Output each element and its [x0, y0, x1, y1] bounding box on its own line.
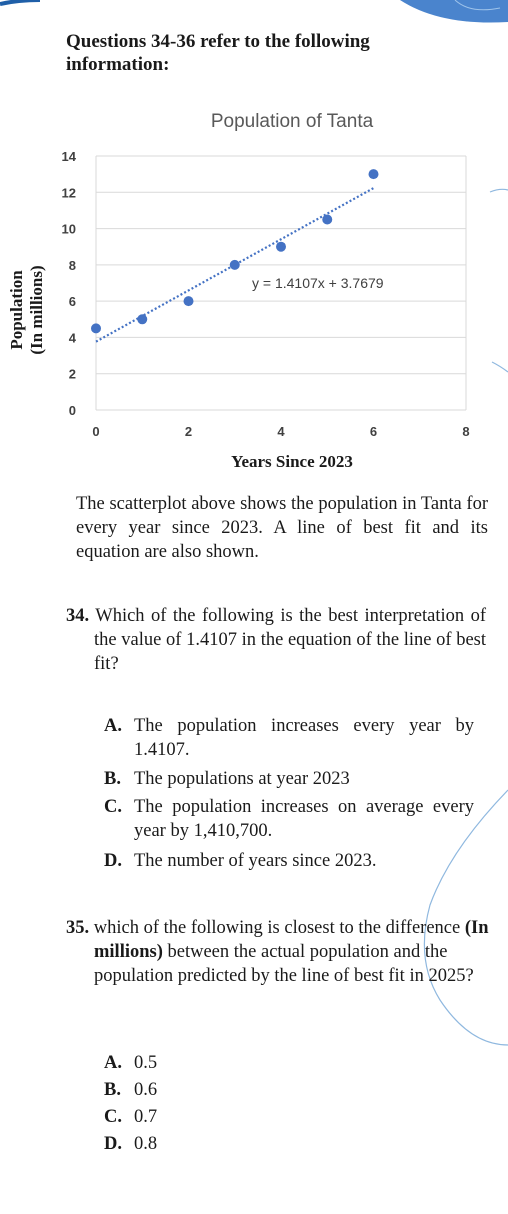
y-tick-label: 0: [68, 403, 76, 418]
y-axis-title-line1: Population: [7, 270, 26, 350]
y-tick-label: 8: [68, 257, 76, 273]
x-axis-ticks: [92, 424, 469, 439]
question-text-part1: which of the following is closest to the difference: [93, 918, 465, 938]
trendline-equation: y = 1.4107x + 3.7679: [252, 275, 384, 291]
option-34-b[interactable]: [104, 767, 474, 791]
y-tick-label: 14: [61, 149, 76, 164]
data-point: [230, 260, 240, 270]
data-points: [91, 169, 379, 333]
question-34: [66, 604, 486, 676]
option-text: 0.5: [134, 1053, 158, 1073]
y-axis-ticks: [62, 149, 77, 418]
option-34-a[interactable]: [104, 714, 474, 762]
option-35-d[interactable]: [104, 1132, 474, 1156]
option-letter: B.: [104, 1080, 121, 1100]
x-tick-label: 8: [462, 424, 470, 439]
option-text: 0.7: [134, 1107, 158, 1127]
option-letter: C.: [104, 797, 122, 817]
data-point: [184, 296, 194, 306]
option-letter: D.: [104, 1134, 122, 1154]
option-35-c[interactable]: [104, 1105, 474, 1129]
x-tick-label: 6: [369, 424, 378, 439]
question-text-part2: between the actual population and the population predicted by the line of best fit in 2025?: [94, 942, 474, 986]
y-tick-label: 10: [61, 221, 76, 237]
option-text: The number of years since 2023.: [134, 851, 377, 871]
option-35-b[interactable]: [104, 1078, 474, 1102]
option-34-c[interactable]: [104, 795, 474, 843]
x-tick-label: 2: [184, 424, 193, 439]
option-text: The populations at year 2023: [134, 769, 350, 789]
option-letter: C.: [104, 1107, 122, 1127]
option-text: The population increases on average every year by 1,410,700.: [134, 797, 474, 841]
x-tick-label: 0: [92, 424, 100, 439]
scatter-chart: [0, 100, 508, 480]
option-letter: D.: [104, 851, 122, 871]
y-tick-label: 4: [68, 330, 76, 346]
data-point: [91, 323, 101, 333]
question-text-emphasis: (In millions): [94, 918, 489, 962]
option-text: The population increases every year by 1.4107.: [134, 716, 474, 760]
question-number: 34.: [66, 606, 90, 626]
option-letter: A.: [104, 1053, 122, 1073]
question-35: [66, 916, 508, 988]
data-point: [369, 169, 379, 179]
question-text: Which of the following is the best interpretation of the value of 1.4107 in the equation of the line of best fit?: [94, 606, 486, 674]
data-point: [137, 314, 147, 324]
chart-title: Population of Tanta: [210, 111, 374, 132]
option-letter: A.: [104, 716, 122, 736]
option-35-a[interactable]: [104, 1051, 474, 1075]
x-tick-label: 4: [277, 424, 285, 439]
question-set-heading: Questions 34-36 refer to the following information:: [66, 31, 370, 75]
intro-paragraph: The scatterplot above shows the population in Tanta for every year since 2023. A line of best fit and its equation are also shown.: [76, 494, 488, 562]
option-text: 0.6: [134, 1080, 158, 1100]
option-text: 0.8: [134, 1134, 158, 1154]
y-axis-title-line2: (In millions): [27, 265, 46, 355]
y-tick-label: 6: [68, 294, 76, 310]
option-34-d[interactable]: [104, 849, 474, 873]
option-letter: B.: [104, 769, 121, 789]
question-number: 35.: [66, 918, 90, 938]
y-tick-label: 2: [68, 366, 76, 382]
data-point: [276, 242, 286, 252]
data-point: [322, 215, 332, 225]
x-axis-title: Years Since 2023: [231, 452, 353, 471]
y-tick-label: 12: [61, 185, 76, 201]
